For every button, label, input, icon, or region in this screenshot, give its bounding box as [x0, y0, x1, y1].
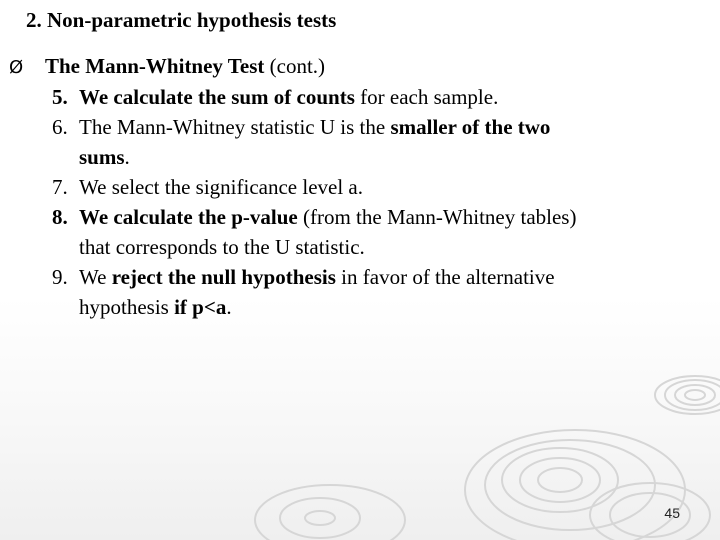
- main-bullet: [9, 52, 325, 82]
- steps-list: [0, 82, 720, 322]
- item-text-bold: We calculate the p-value: [79, 205, 298, 229]
- item-text: .: [124, 145, 130, 169]
- item-text-bold: We calculate the sum of counts: [79, 85, 355, 109]
- item-number: 7.: [52, 175, 68, 199]
- item-text-bold: reject the null hypothesis: [111, 265, 336, 289]
- list-item: [0, 202, 639, 262]
- item-number: 5.: [52, 85, 68, 109]
- arrow-bullet-icon: Ø: [9, 57, 24, 78]
- list-item: [0, 262, 639, 322]
- bullet-text-bold: The Mann-Whitney Test: [45, 54, 265, 78]
- item-text: We: [79, 265, 112, 289]
- page-number: 45: [664, 505, 680, 521]
- item-text: The Mann-Whitney statistic U is the: [79, 115, 391, 139]
- slide-title: 2. Non-parametric hypothesis tests: [26, 8, 337, 32]
- item-number: 8.: [52, 205, 68, 229]
- item-number: 6.: [52, 115, 68, 139]
- item-number: 9.: [52, 265, 68, 289]
- bullet-text: (cont.): [264, 54, 326, 78]
- item-text-bold: if p<a: [174, 295, 227, 319]
- item-text: hypothesis: [79, 295, 175, 319]
- list-item: [0, 112, 639, 172]
- item-text: that corresponds to the U statistic.: [79, 235, 365, 259]
- item-text-bold: sums: [79, 145, 125, 169]
- item-text: (from the Mann-Whitney tables): [297, 205, 577, 229]
- item-text-bold: smaller of the two: [390, 115, 551, 139]
- list-item: [0, 82, 639, 112]
- item-text: .: [226, 295, 232, 319]
- item-text: for each sample.: [354, 85, 499, 109]
- item-text: in favor of the alternative: [335, 265, 555, 289]
- list-item: [0, 172, 639, 202]
- item-text: We select the significance level a.: [79, 175, 364, 199]
